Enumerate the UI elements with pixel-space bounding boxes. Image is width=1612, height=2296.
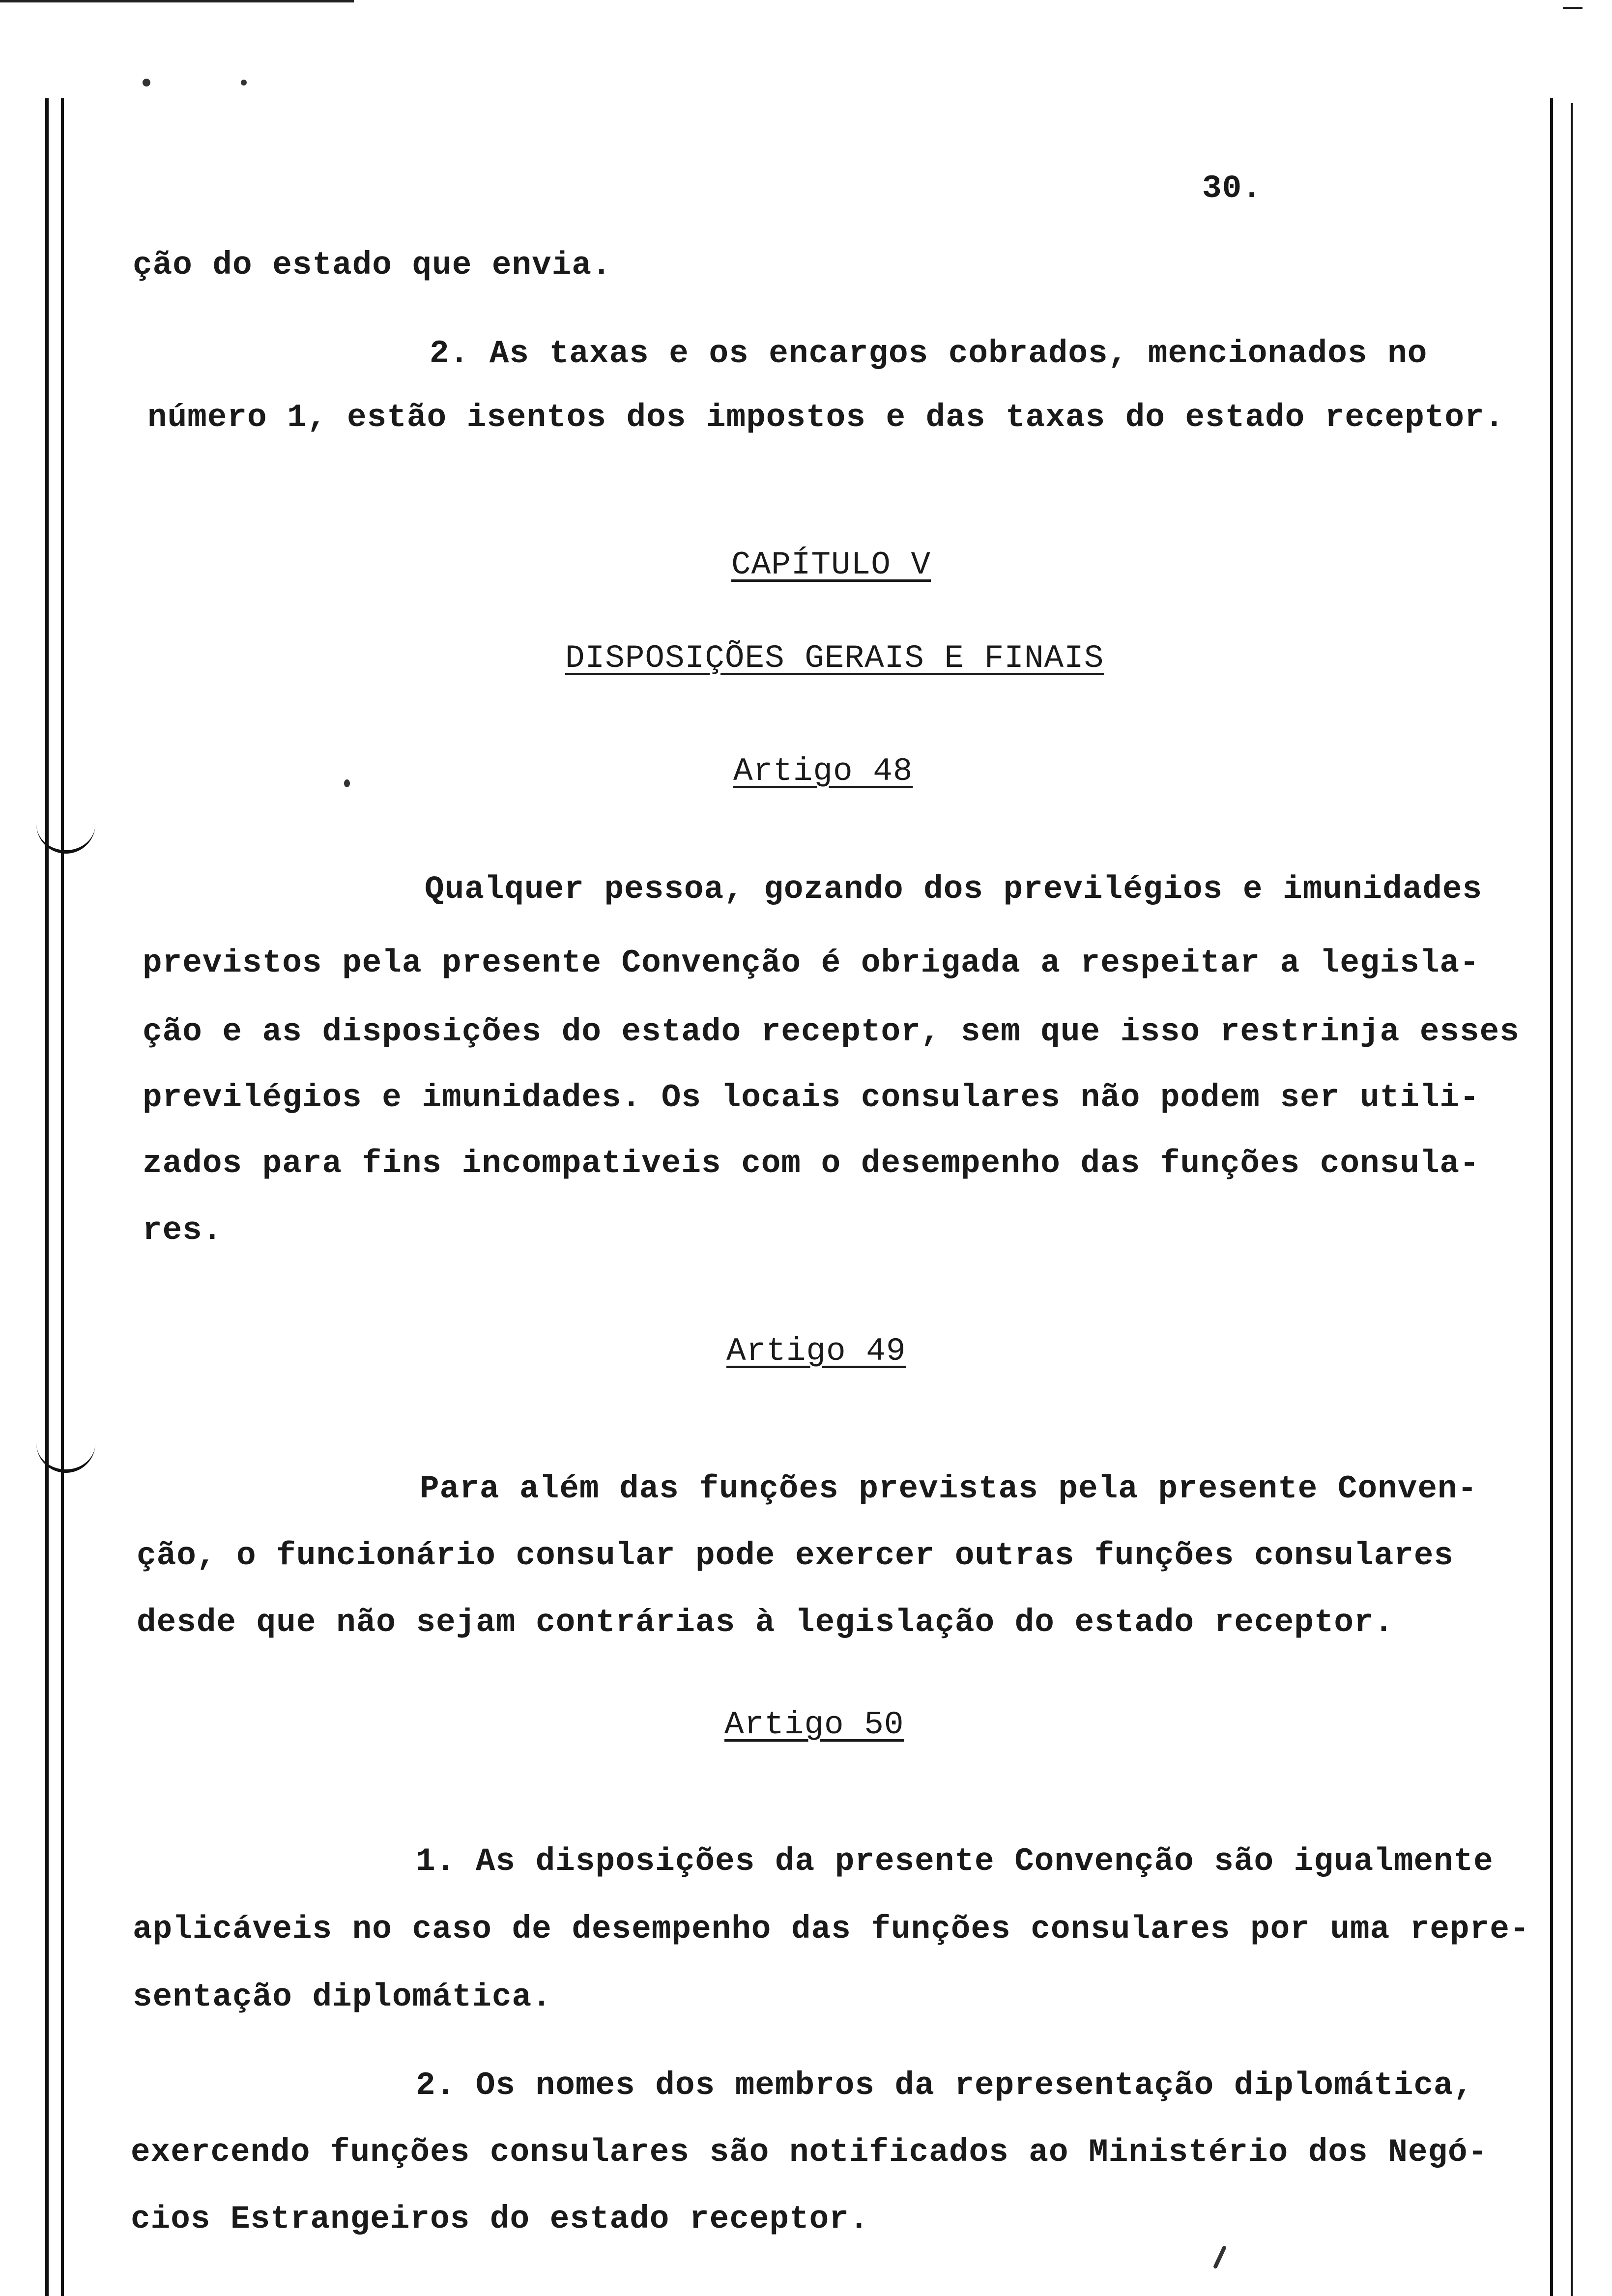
article-line: cios Estrangeiros do estado receptor. (131, 2201, 869, 2238)
article-line: exercendo funções consulares são notificados ao Ministério dos Negó- (131, 2134, 1488, 2171)
article-heading: Artigo 49 (726, 1333, 906, 1370)
article-line: 1. As disposições da presente Convenção são igualmente (416, 1843, 1494, 1880)
article-heading: Artigo 48 (733, 753, 913, 790)
article-line: desde que não sejam contrárias à legislação do estado receptor. (137, 1604, 1394, 1641)
article-line: aplicáveis no caso de desempenho das funções consulares por uma repre- (133, 1911, 1530, 1948)
ink-speck (344, 779, 350, 787)
left-binding-line-outer (45, 98, 49, 2296)
right-binding-line-outer (1550, 98, 1553, 2296)
article-line: previstos pela presente Convenção é obrigada a respeitar a legisla- (143, 945, 1480, 981)
ink-speck (1213, 2245, 1227, 2269)
article-line: 2. Os nomes dos membros da representação diplomática, (416, 2067, 1474, 2104)
article-line: ção e as disposições do estado receptor, sem que isso restrinja esses (143, 1013, 1520, 1050)
article-line: Qualquer pessoa, gozando dos previlégios e imunidades (425, 871, 1483, 908)
article-line: sentação diplomática. (133, 1979, 552, 2015)
right-binding-line-inner (1571, 103, 1573, 2296)
article-line: res. (143, 1212, 223, 1249)
body-line: 2. As taxas e os encargos cobrados, mencionados no (430, 335, 1428, 372)
article-line: Para além das funções previstas pela presente Conven- (420, 1470, 1478, 1507)
top-rule (0, 0, 354, 2)
top-rule-right (1563, 7, 1583, 9)
article-line: zados para fins incompativeis com o desempenho das funções consula- (143, 1145, 1480, 1182)
ink-speck (241, 80, 247, 86)
article-heading: Artigo 50 (724, 1706, 904, 1743)
left-binding-line-inner (61, 98, 64, 2296)
page-number: 30. (1202, 170, 1262, 207)
article-line: previlégios e imunidades. Os locais consulares não podem ser utili- (143, 1079, 1480, 1116)
body-line: número 1, estão isentos dos impostos e das taxas do estado receptor. (147, 399, 1505, 436)
body-line: ção do estado que envia. (133, 247, 612, 284)
ink-speck (143, 79, 150, 86)
chapter-subtitle: DISPOSIÇÕES GERAIS E FINAIS (565, 640, 1104, 677)
article-line: ção, o funcionário consular pode exercer outras funções consulares (137, 1537, 1454, 1574)
chapter-title: CAPÍTULO V (731, 546, 931, 583)
